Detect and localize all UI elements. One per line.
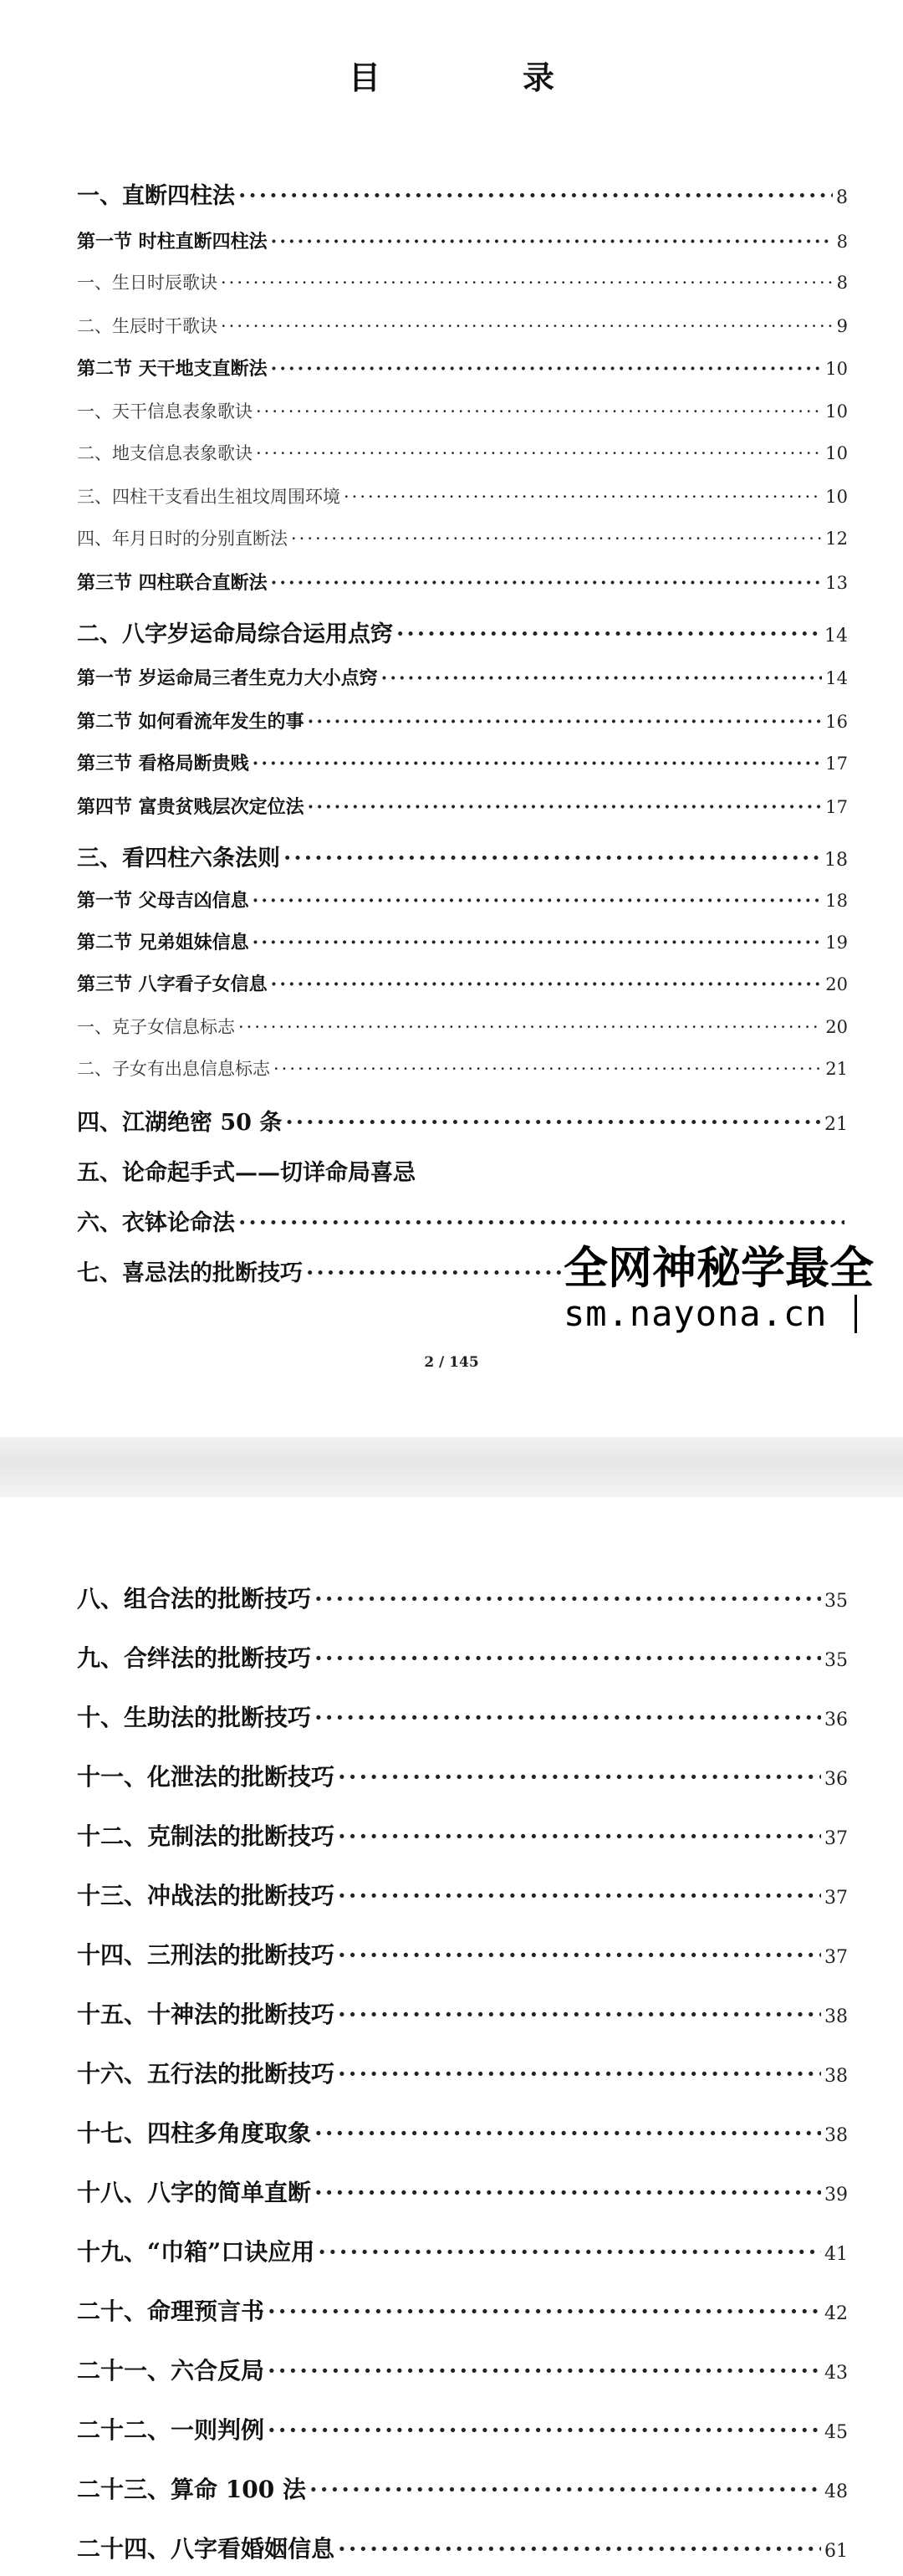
toc-entry-title: 三、看四柱六条法则 bbox=[77, 846, 280, 871]
toc-entry[interactable] bbox=[77, 483, 848, 509]
toc-leader-dots bbox=[283, 846, 821, 871]
toc-entry-title: 十五、十神法的批断技巧 bbox=[77, 2001, 335, 2028]
toc-entry[interactable] bbox=[77, 1878, 848, 1911]
toc-leader-dots bbox=[314, 2119, 821, 2147]
toc-entry-page: 18 bbox=[825, 891, 848, 911]
toc-entry-title: 第二节 兄弟姐妹信息 bbox=[77, 932, 249, 953]
toc-entry-page: 18 bbox=[824, 850, 848, 871]
watermark-overlay bbox=[564, 1228, 895, 1345]
toc-entry-page: 61 bbox=[824, 2541, 848, 2562]
toc-entry-page: 19 bbox=[825, 933, 848, 953]
text-cursor bbox=[855, 1295, 857, 1333]
toc-entry-page: 9 bbox=[836, 316, 848, 336]
toc-entry-page: 38 bbox=[824, 2125, 848, 2146]
toc-leader-dots bbox=[338, 2535, 821, 2563]
toc-leader-dots bbox=[221, 316, 834, 336]
toc-entry-title: 第二节 如何看流年发生的事 bbox=[77, 711, 304, 733]
toc-entry[interactable] bbox=[77, 928, 848, 954]
toc-entry[interactable] bbox=[77, 749, 848, 775]
toc-entry[interactable] bbox=[77, 313, 848, 338]
toc-entry-title: 十七、四柱多角度取象 bbox=[77, 2119, 312, 2147]
toc-leader-dots bbox=[271, 572, 823, 594]
toc-entry[interactable] bbox=[77, 1996, 848, 2030]
toc-leader-dots bbox=[308, 711, 823, 733]
toc-leader-dots bbox=[268, 2416, 821, 2444]
toc-leader-dots bbox=[308, 796, 823, 818]
toc-leader-dots bbox=[273, 1059, 822, 1079]
toc-entry[interactable] bbox=[77, 2175, 848, 2208]
toc-entry[interactable] bbox=[77, 708, 848, 733]
toc-entry[interactable] bbox=[77, 2056, 848, 2089]
toc-entry-title: 一、天干信息表象歌诀 bbox=[77, 401, 253, 422]
toc-entry-title: 一、直断四柱法 bbox=[77, 183, 235, 209]
toc-entry-page: 8 bbox=[836, 273, 848, 293]
toc-leader-dots bbox=[338, 1763, 821, 1791]
toc-leader-dots bbox=[314, 1644, 821, 1672]
toc-entry-page: 37 bbox=[824, 1947, 848, 1968]
toc-entry-page: 45 bbox=[824, 2422, 848, 2443]
toc-entry-title: 十一、化泄法的批断技巧 bbox=[77, 1763, 335, 1791]
toc-leader-dots bbox=[381, 667, 823, 689]
toc-entry-page: 14 bbox=[825, 668, 848, 688]
toc-entry-page: 35 bbox=[824, 1591, 848, 1612]
toc-leader-dots bbox=[338, 1822, 821, 1850]
toc-entry[interactable] bbox=[77, 887, 848, 912]
toc-entry-title: 二、地支信息表象歌诀 bbox=[77, 443, 253, 463]
toc-entry-page: 36 bbox=[824, 1769, 848, 1790]
toc-entry[interactable] bbox=[77, 269, 848, 294]
toc-entry-page: 48 bbox=[824, 2481, 848, 2502]
toc-entry[interactable] bbox=[77, 525, 848, 550]
toc-entry-title: 三、四柱干支看出生祖坟周围环境 bbox=[77, 487, 340, 507]
toc-leader-dots bbox=[338, 1882, 821, 1909]
toc-leader-dots bbox=[338, 2060, 821, 2088]
toc-entry[interactable] bbox=[77, 1154, 848, 1187]
toc-entry-page: 17 bbox=[825, 797, 848, 817]
toc-entry-page: 10 bbox=[825, 401, 848, 422]
toc-leader-dots bbox=[238, 183, 833, 209]
toc-entry-title: 五、论命起手式——切详命局喜忌 bbox=[77, 1160, 416, 1186]
toc-entry-title: 四、江湖绝密 50 条 bbox=[77, 1110, 283, 1136]
toc-leader-dots bbox=[309, 2476, 821, 2503]
toc-entry[interactable] bbox=[77, 616, 848, 648]
toc-entry[interactable] bbox=[77, 1104, 848, 1137]
toc-entry[interactable] bbox=[77, 2471, 848, 2505]
toc-entry[interactable] bbox=[77, 569, 848, 595]
toc-leader-dots bbox=[285, 1110, 821, 1136]
toc-entry[interactable] bbox=[77, 1759, 848, 1792]
toc-entry-title: 第三节 八字看子女信息 bbox=[77, 974, 268, 995]
toc-entry-page: 43 bbox=[824, 2363, 848, 2384]
toc-entry-title: 第一节 时柱直断四柱法 bbox=[77, 231, 268, 253]
toc-leader-dots bbox=[238, 1017, 822, 1037]
toc-entry-page: 8 bbox=[836, 232, 848, 252]
toc-entry-title: 二十三、算命 100 法 bbox=[77, 2476, 306, 2503]
watermark-line-1: 全网神秘学最全 bbox=[564, 1243, 874, 1294]
page-title: 目 录 bbox=[348, 59, 610, 96]
toc-leader-dots bbox=[221, 273, 834, 293]
toc-entry-title: 十二、克制法的批断技巧 bbox=[77, 1822, 335, 1850]
toc-entry-page: 10 bbox=[825, 359, 848, 379]
toc-entry-title: 二、八字岁运命局综合运用点窍 bbox=[77, 621, 393, 647]
toc-entry[interactable] bbox=[77, 1699, 848, 1733]
toc-entry-title: 第二节 天干地支直断法 bbox=[77, 358, 268, 380]
toc-entry[interactable] bbox=[77, 664, 848, 690]
toc-entry-title: 一、克子女信息标志 bbox=[77, 1017, 235, 1037]
toc-entry[interactable] bbox=[77, 227, 848, 253]
toc-entry-title: 二十二、一则判例 bbox=[77, 2416, 265, 2444]
toc-entry-title: 二十一、六合反局 bbox=[77, 2357, 265, 2384]
toc-entry-page: 39 bbox=[824, 2185, 848, 2205]
toc-entry[interactable] bbox=[77, 2293, 848, 2327]
toc-entry[interactable] bbox=[77, 793, 848, 819]
toc-entry-title: 第四节 富贵贫贱层次定位法 bbox=[77, 796, 304, 818]
toc-entry-title: 十六、五行法的批断技巧 bbox=[77, 2060, 335, 2088]
toc-page-2 bbox=[0, 1497, 903, 2576]
toc-leader-dots bbox=[314, 2179, 821, 2206]
toc-leader-dots bbox=[314, 1704, 821, 1731]
toc-entry[interactable] bbox=[77, 970, 848, 996]
toc-entry-title: 二十四、八字看婚姻信息 bbox=[77, 2535, 335, 2563]
toc-entry[interactable] bbox=[77, 440, 848, 465]
toc-entry[interactable] bbox=[77, 1818, 848, 1852]
toc-leader-dots bbox=[253, 932, 823, 953]
toc-leader-dots bbox=[314, 1585, 821, 1613]
toc-entry-page: 20 bbox=[825, 974, 848, 994]
toc-entry-page: 20 bbox=[825, 1017, 848, 1037]
toc-entry-page: 38 bbox=[824, 2066, 848, 2087]
toc-entry-title: 十四、三刑法的批断技巧 bbox=[77, 1941, 335, 1969]
toc-entry[interactable] bbox=[77, 398, 848, 423]
toc-entry-page: 37 bbox=[824, 1828, 848, 1849]
toc-entry-title: 十、生助法的批断技巧 bbox=[77, 1704, 312, 1731]
toc-entry[interactable] bbox=[77, 2115, 848, 2149]
toc-entry[interactable] bbox=[77, 1055, 848, 1081]
toc-entry-page: 14 bbox=[824, 626, 848, 647]
toc-entry-title: 一、生日时辰歌诀 bbox=[77, 273, 217, 293]
toc-leader-dots bbox=[338, 1941, 821, 1969]
toc-entry-title: 第一节 岁运命局三者生克力大小点窍 bbox=[77, 667, 378, 689]
toc-entry[interactable] bbox=[77, 840, 848, 872]
toc-leader-dots bbox=[338, 2001, 821, 2028]
toc-entry[interactable] bbox=[77, 1640, 848, 1674]
toc-entry-page: 42 bbox=[824, 2303, 848, 2324]
toc-entry-page: 37 bbox=[824, 1888, 848, 1909]
toc-entry-title: 二、子女有出息信息标志 bbox=[77, 1059, 270, 1079]
toc-leader-dots bbox=[268, 2297, 821, 2325]
toc-leader-dots bbox=[291, 529, 822, 549]
toc-leader-dots bbox=[318, 2238, 821, 2266]
toc-entry[interactable] bbox=[77, 2531, 848, 2564]
toc-entry-title: 第一节 父母吉凶信息 bbox=[77, 890, 249, 912]
toc-entry-page: 35 bbox=[824, 1650, 848, 1671]
toc-entry-title: 第三节 看格局断贵贱 bbox=[77, 753, 249, 774]
toc-entry-page: 10 bbox=[825, 487, 848, 507]
toc-leader-dots bbox=[256, 401, 822, 422]
toc-entry-page: 16 bbox=[825, 712, 848, 732]
page-number: 2 / 145 bbox=[424, 1354, 479, 1371]
toc-entry[interactable] bbox=[77, 2353, 848, 2386]
toc-entry[interactable] bbox=[77, 1581, 848, 1614]
toc-entry-title: 十三、冲战法的批断技巧 bbox=[77, 1882, 335, 1909]
toc-leader-dots bbox=[271, 358, 823, 380]
toc-entry[interactable] bbox=[77, 1937, 848, 1970]
toc-entry-title: 二十、命理预言书 bbox=[77, 2297, 265, 2325]
toc-leader-dots bbox=[344, 487, 822, 507]
toc-entry[interactable] bbox=[77, 2234, 848, 2267]
toc-entry[interactable] bbox=[77, 1014, 848, 1039]
toc-entry-title: 八、组合法的批断技巧 bbox=[77, 1585, 312, 1613]
page-separator bbox=[0, 1437, 903, 1497]
toc-leader-dots bbox=[253, 890, 823, 912]
toc-entry-page: 21 bbox=[825, 1059, 848, 1079]
toc-entry-title: 六、衣钵论命法 bbox=[77, 1210, 235, 1236]
toc-entry-page: 17 bbox=[825, 754, 848, 774]
toc-entry-page: 12 bbox=[825, 529, 848, 549]
toc-leader-dots bbox=[253, 753, 823, 774]
toc-leader-dots bbox=[271, 231, 834, 253]
toc-entry-page: 36 bbox=[824, 1710, 848, 1730]
toc-entry-title: 第三节 四柱联合直断法 bbox=[77, 572, 268, 594]
toc-entry-page: 38 bbox=[824, 2006, 848, 2027]
toc-entry-page: 8 bbox=[836, 187, 848, 208]
toc-entry-title: 十八、八字的简单直断 bbox=[77, 2179, 312, 2206]
toc-entry-title: 四、年月日时的分别直断法 bbox=[77, 529, 288, 549]
toc-entry[interactable] bbox=[77, 355, 848, 381]
toc-entry-page: 41 bbox=[824, 2244, 848, 2265]
toc-entry-title: 九、合绊法的批断技巧 bbox=[77, 1644, 312, 1672]
toc-entry-title: 二、生辰时干歌诀 bbox=[77, 316, 217, 336]
watermark-line-2: sm.nayona.cn bbox=[564, 1293, 828, 1334]
toc-entry-title: 十九、“巾箱”口诀应用 bbox=[77, 2238, 315, 2266]
toc-entry-page: 13 bbox=[825, 573, 848, 593]
toc-entry[interactable] bbox=[77, 177, 848, 210]
toc-entry-title: 七、喜忌法的批断技巧 bbox=[77, 1260, 303, 1286]
toc-leader-dots bbox=[268, 2357, 821, 2384]
toc-entry[interactable] bbox=[77, 2412, 848, 2446]
toc-entry-page: 21 bbox=[824, 1114, 848, 1135]
toc-leader-dots bbox=[271, 974, 823, 995]
toc-entry-page: 10 bbox=[825, 443, 848, 463]
toc-leader-dots bbox=[256, 443, 822, 463]
toc-leader-dots bbox=[396, 621, 821, 647]
